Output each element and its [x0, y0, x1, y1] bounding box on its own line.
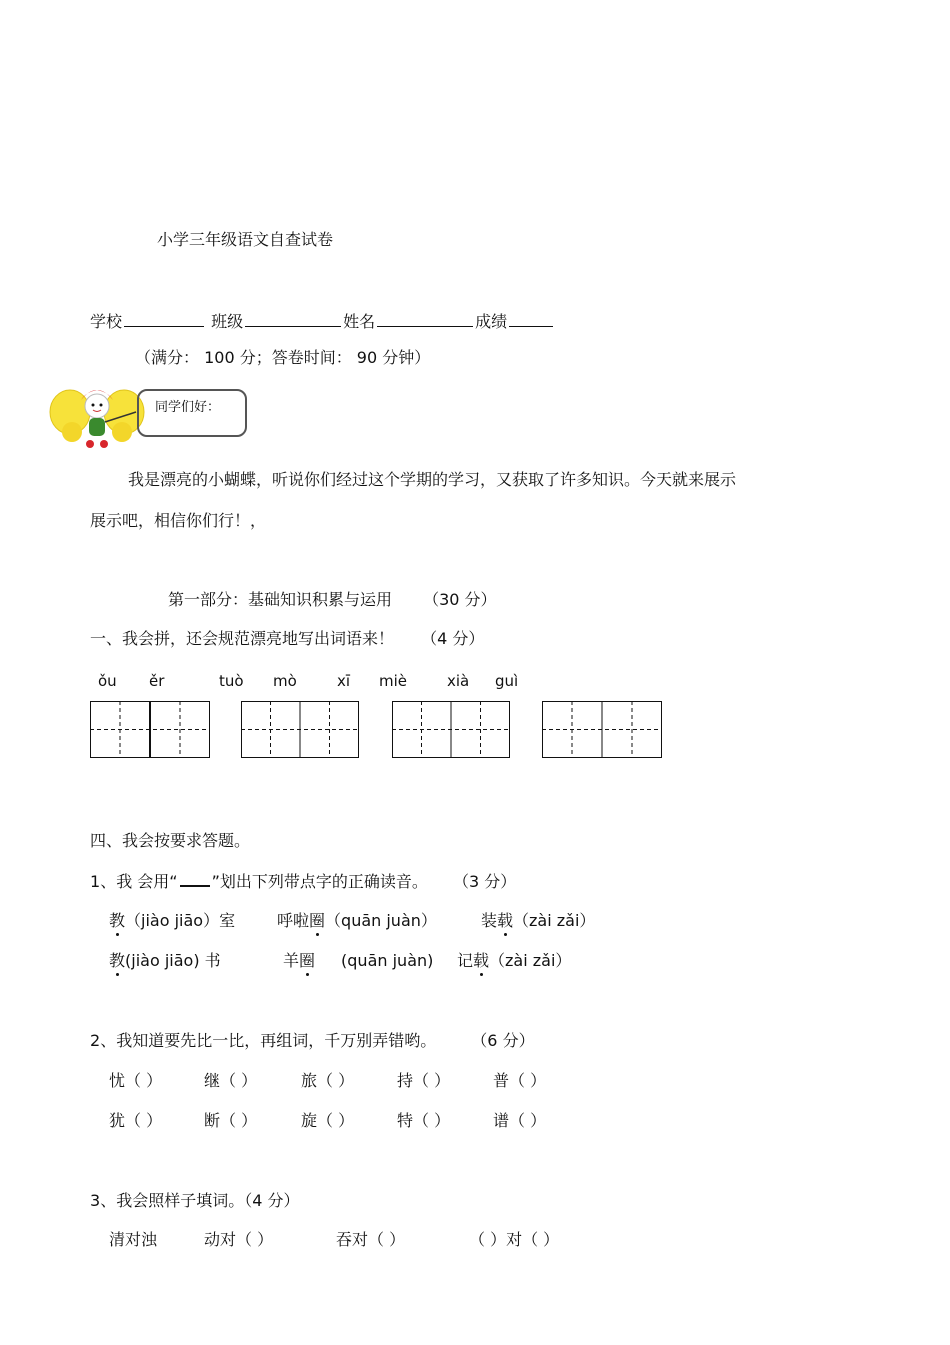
compare-item[interactable]: 持（ ）	[397, 1071, 451, 1090]
sub3-text: 、我会照样子填词。	[100, 1191, 245, 1210]
exam-meta: （满分： 100 分；答卷时间： 90 分钟）	[135, 348, 431, 367]
item-options: (jiào jiāo) 书	[125, 951, 221, 970]
pinyin-item: ǒu	[98, 672, 117, 690]
butterfly-mascot-image	[48, 382, 148, 458]
reading-item[interactable]	[283, 951, 433, 971]
sub2-number: 2	[90, 1031, 101, 1050]
pinyin-item: mò	[273, 672, 297, 690]
sub1-number: 1	[90, 872, 101, 891]
sub1-text-b: ”划出下列带点字的正确读音。	[211, 872, 428, 891]
dotted-char: 教	[109, 911, 126, 930]
score-label: 成绩	[475, 312, 508, 331]
sub2-points: （6 分）	[471, 1031, 535, 1050]
underline-sample	[180, 871, 210, 887]
school-label: 学校	[90, 312, 123, 331]
item-prefix: 装	[481, 911, 498, 930]
compare-item[interactable]: 特（ ）	[397, 1111, 451, 1130]
pinyin-item: miè	[379, 672, 408, 690]
compare-item[interactable]: 犹（ ）	[109, 1111, 163, 1130]
page-title: 小学三年级语文自查试卷	[157, 230, 334, 249]
part1-points: （30 分）	[423, 590, 497, 609]
compare-item[interactable]: 断（ ）	[204, 1111, 258, 1130]
item-prefix: 羊	[283, 951, 300, 970]
dotted-char: 圈	[309, 911, 326, 930]
antonym-item[interactable]: 动对（ ）	[204, 1230, 274, 1249]
sub1-points: （3 分）	[452, 872, 517, 891]
pinyin-item: xià	[447, 672, 470, 690]
part1-heading	[168, 590, 497, 610]
compare-item[interactable]: 忧（ ）	[109, 1071, 163, 1090]
reading-item[interactable]	[457, 951, 571, 971]
pinyin-item: xī	[337, 672, 351, 690]
pinyin-item: guì	[495, 672, 519, 690]
dotted-char: 载	[473, 951, 490, 970]
item-prefix: 记	[457, 951, 474, 970]
antonym-item[interactable]: 吞对（ ）	[336, 1230, 406, 1249]
school-field[interactable]	[124, 310, 204, 327]
writing-grid[interactable]	[392, 701, 511, 758]
intro-text-line-2: 展示吧，相信你们行！，	[90, 511, 267, 530]
dotted-char: 教	[109, 951, 126, 970]
reading-item[interactable]	[109, 951, 221, 971]
reading-item[interactable]	[481, 911, 595, 931]
item-options: （zài zǎi）	[513, 911, 596, 930]
item-options: （quān juàn）	[325, 911, 437, 930]
question-4-heading: 四、我会按要求答题。	[90, 831, 251, 850]
item-options: （jiào jiāo）室	[125, 911, 236, 930]
writing-grid[interactable]	[90, 701, 211, 758]
name-field[interactable]	[377, 310, 473, 327]
item-options: (quān juàn)	[341, 951, 434, 970]
intro-text-line-1: 我是漂亮的小蝴蝶，听说你们经过这个学期的学习，又获取了许多知识。今天就来展示	[128, 470, 737, 489]
sub1-text-a: 、我 会用“	[100, 872, 178, 891]
q4-sub2-heading	[90, 1031, 535, 1051]
compare-item[interactable]: 旅（ ）	[301, 1071, 355, 1090]
score-field[interactable]	[509, 310, 553, 327]
question-1-heading	[90, 629, 484, 649]
name-label: 姓名	[343, 312, 376, 331]
class-label: 班级	[211, 312, 244, 331]
item-options: （zài zǎi）	[489, 951, 572, 970]
butterfly-icon	[48, 382, 148, 458]
part1-label: 第一部分：基础知识积累与运用	[168, 590, 393, 609]
q1-label: 一、我会拼，还会规范漂亮地写出词语来！	[90, 629, 395, 648]
q1-points: （4 分）	[421, 629, 485, 648]
compare-item[interactable]: 普（ ）	[493, 1071, 547, 1090]
sub2-text: 、我知道要先比一比，再组词，千万别弄错哟。	[100, 1031, 437, 1050]
antonym-example: 清对浊	[109, 1230, 158, 1249]
reading-item[interactable]	[277, 911, 437, 931]
q4-sub3-heading	[90, 1191, 299, 1211]
q4-sub1-heading	[90, 871, 516, 892]
antonym-item[interactable]: （ ）对（ ）	[469, 1230, 560, 1249]
pinyin-item: ěr	[149, 672, 165, 690]
sub3-number: 3	[90, 1191, 101, 1210]
student-info-line	[90, 310, 555, 332]
compare-item[interactable]: 旋（ ）	[301, 1111, 355, 1130]
writing-grid[interactable]	[542, 701, 663, 758]
greeting-speech-bubble: 同学们好：	[137, 389, 247, 437]
dotted-char: 载	[497, 911, 514, 930]
pinyin-item: tuò	[219, 672, 244, 690]
item-prefix: 呼啦	[277, 911, 310, 930]
dotted-char: 圈	[299, 951, 316, 970]
writing-grid[interactable]	[241, 701, 360, 758]
class-field[interactable]	[245, 310, 341, 327]
compare-item[interactable]: 继（ ）	[204, 1071, 258, 1090]
sub3-points: （4 分）	[244, 1191, 300, 1210]
compare-item[interactable]: 谱（ ）	[493, 1111, 547, 1130]
reading-item[interactable]	[109, 911, 235, 931]
